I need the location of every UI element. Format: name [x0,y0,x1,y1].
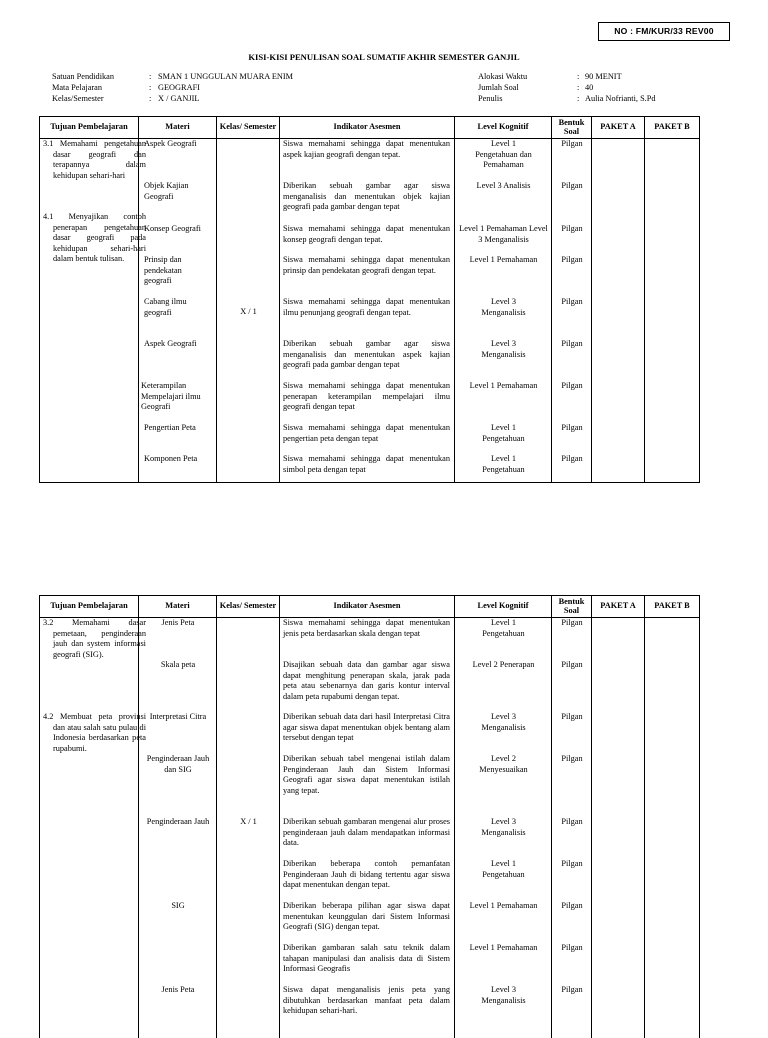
meta-label: Penulis [478,94,577,105]
level-item: Level 1 Pemahaman [469,943,538,954]
header-paket-b: PAKET B [645,117,700,139]
bentuk-item: Pilgan [552,181,592,192]
tujuan-item: 4.2 Membuat peta provinsi dan atau salah satu pulau di Indonesia berdasarkan peta rupabumi. [43,712,146,754]
indikator-item: Diberikan sebuah data dari hasil Interpretasi Citra agar siswa dapat menentukan objek bentang alam tersebut dengan tepat [283,712,450,744]
table-kisi-kisi-2 [39,595,700,1038]
document-number: NO : FM/KUR/33 REV00 [598,22,730,41]
meta-separator: : [149,94,158,105]
meta-label: Jumlah Soal [478,83,577,94]
bentuk-item: Pilgan [552,943,592,954]
meta-value: 40 [585,83,593,94]
indikator-item: Diberikan beberapa contoh pemanfatan Penginderaan Jauh di bidang tertentu agar siswa dapat menentukan dengan tepat. [283,859,450,891]
kelas-cell [217,139,280,483]
meta-separator: : [149,72,158,83]
indikator-item: Siswa memahami sehingga dapat menentukan jenis peta berdasarkan skala dengan tepat [283,618,450,639]
indikator-item: Diberikan sebuah tabel mengenai istilah dalam Penginderaan Jauh dan Sistem Informasi Geografi agar siswa dapat menentukan istilah yang tepat. [283,754,450,796]
materi-item: Aspek Geografi [144,339,216,350]
tujuan-cell [40,618,139,1038]
level-item: Level 1 Pemahaman [469,381,538,392]
bentuk-cell [552,139,592,483]
indikator-item: Siswa memahami sehingga dapat menentukan penerapan keterampilan mempelajari ilmu geografi dengan tepat [283,381,450,413]
header-materi: Materi [139,117,217,139]
materi-item: Penginderaan Jauh [143,817,213,828]
materi-item: Jenis Peta [139,618,217,629]
kelas-value: X / 1 [217,307,280,318]
bentuk-item: Pilgan [552,381,592,392]
table-kisi-kisi-1 [39,116,700,483]
materi-item: SIG [139,901,217,912]
materi-item: Prinsip dan pendekatan geografi [144,255,208,287]
bentuk-item: Pilgan [552,255,592,266]
level-item: Level 1 Pemahaman [469,901,538,912]
level-item: Level 3 Menganalisis [469,985,538,1006]
meta-separator: : [577,83,585,94]
tujuan-item: 3.1 Memahami pengetahuan dasar geografi dan terapannya dalam kehidupan sehari-hari [43,139,146,181]
level-item: Level 3 Menganalisis [469,712,538,733]
level-item: Level 1 Pemahaman Level 3 Menganalisis [457,224,550,245]
header-level: Level Kognitif [455,117,552,139]
indikator-item: Diberikan gambaran salah satu teknik dalam tahapan manipulasi dan analisis data di Sistem Informasi Geografis [283,943,450,975]
bentuk-cell [552,618,592,1038]
bentuk-item: Pilgan [552,901,592,912]
meta-value: 90 MENIT [585,72,622,83]
materi-cell [139,618,217,1038]
bentuk-item: Pilgan [552,297,592,308]
materi-item: Interpretasi Citra [139,712,217,723]
bentuk-item: Pilgan [552,859,592,870]
kelas-cell [217,618,280,1038]
tujuan-item: 4.1 Menyajikan contoh penerapan pengetahuan dasar geografi pada kehidupan sehari-hari dalam bentuk tulisan. [43,212,146,265]
bentuk-item: Pilgan [552,454,592,465]
materi-item: Pengertian Peta [144,423,216,434]
level-item: Level 3 Menganalisis [469,297,538,318]
level-item: Level 1 Pemahaman [469,255,538,266]
materi-item: Jenis Peta [139,985,217,996]
level-item: Level 1 Pengetahuan dan Pemahaman [469,139,538,171]
materi-item: Keterampilan Mempelajari ilmu Geografi [141,381,216,413]
bentuk-item: Pilgan [552,660,592,671]
materi-item: Aspek Geografi [144,139,216,150]
level-item: Level 1 Pengetahuan [469,423,538,444]
indikator-item: Siswa memahami sehingga dapat menentukan pengertian peta dengan tepat [283,423,450,444]
indikator-item: Diberikan sebuah gambaran mengenai alur proses penginderaan jauh dalam mendapatkan informasi data. [283,817,450,849]
table-body-row [40,139,700,483]
header-tujuan: Tujuan Pembelajaran [40,596,139,618]
header-paket-a: PAKET A [592,596,645,618]
header-indikator: Indikator Asesmen [280,596,455,618]
header-paket-b: PAKET B [645,596,700,618]
paket-a-cell [592,618,645,1038]
kelas-value: X / 1 [217,817,280,828]
materi-item: Penginderaan Jauh dan SIG [143,754,213,775]
indikator-item: Disajikan sebuah data dan gambar agar siswa dapat menghitung penerapan skala, jarak pada peta atau sebenarnya dan garis kontur interval dalam peta rupabumi dengan tepat. [283,660,450,702]
meta-label: Alokasi Waktu [478,72,577,83]
level-item: Level 3 Menganalisis [469,339,538,360]
meta-separator: : [149,83,158,94]
header-materi: Materi [139,596,217,618]
materi-item: Cabang ilmu geografi [144,297,208,318]
indikator-item: Siswa memahami sehingga dapat menentukan konsep geografi dengan tepat. [283,224,450,245]
materi-item: Konsep Geografi [144,224,216,235]
meta-label: Satuan Pendidikan [52,72,149,83]
indikator-item: Siswa memahami sehingga dapat menentukan simbol peta dengan tepat [283,454,450,475]
meta-value: Aulia Nofrianti, S.Pd [585,94,656,105]
header-indikator: Indikator Asesmen [280,117,455,139]
tujuan-item: 3.2 Memahami dasar pemetaan, penginderaan jauh dan system informasi geografi (SIG). [43,618,146,660]
bentuk-item: Pilgan [552,423,592,434]
indikator-cell [280,139,455,483]
materi-cell [139,139,217,483]
indikator-item: Diberikan sebuah gambar agar siswa menganalisis dan menentukan objek kajian geografi pada gambar dengan tepat [283,181,450,213]
indikator-item: Diberikan beberapa pilihan agar siswa dapat menentukan keunggulan dari Sistem Informasi Geografi (SIG) dengan tepat. [283,901,450,933]
level-item: Level 3 Analisis [469,181,538,192]
indikator-item: Siswa memahami sehingga dapat menentukan ilmu penunjang geografi dengan tepat. [283,297,450,318]
table-body-row [40,618,700,1038]
header-paket-a: PAKET A [592,117,645,139]
level-cell [455,139,552,483]
level-item: Level 2 Penerapan [469,660,538,671]
header-bentuk: Bentuk Soal [552,596,592,618]
level-item: Level 2 Menyesuaikan [469,754,538,775]
indikator-item: Diberikan sebuah gambar agar siswa menganalisis dan menentukan aspek kajian geografi pada gambar dengan tepat [283,339,450,371]
paket-b-cell [645,618,700,1038]
meta-separator: : [577,72,585,83]
bentuk-item: Pilgan [552,817,592,828]
level-item: Level 1 Pengetahuan [469,618,538,639]
bentuk-item: Pilgan [552,985,592,996]
indikator-item: Siswa dapat menganalisis jenis peta yang dibutuhkan berdasarkan manfaat peta dalam kehidupan sehari-hari. [283,985,450,1017]
meta-label: Mata Pelajaran [52,83,149,94]
materi-item: Skala peta [139,660,217,671]
level-cell [455,618,552,1038]
header-kelas: Kelas/ Semester [217,596,280,618]
meta-value: GEOGRAFI [158,83,200,94]
bentuk-item: Pilgan [552,139,592,150]
bentuk-item: Pilgan [552,224,592,235]
bentuk-item: Pilgan [552,339,592,350]
meta-separator: : [577,94,585,105]
meta-value: SMAN 1 UNGGULAN MUARA ENIM [158,72,293,83]
meta-right [478,72,656,104]
level-item: Level 1 Pengetahuan [469,454,538,475]
paket-a-cell [592,139,645,483]
indikator-item: Siswa memahami sehingga dapat menentukan prinsip dan pendekatan geografi dengan tepat. [283,255,450,276]
paket-b-cell [645,139,700,483]
meta-left [52,72,293,104]
indikator-cell [280,618,455,1038]
document-title: KISI-KISI PENULISAN SOAL SUMATIF AKHIR SEMESTER GANJIL [0,52,768,63]
header-bentuk: Bentuk Soal [552,117,592,139]
tujuan-cell [40,139,139,483]
table-header-row [40,596,700,618]
header-kelas: Kelas/ Semester [217,117,280,139]
meta-value: X / GANJIL [158,94,199,105]
materi-item: Komponen Peta [144,454,216,465]
level-item: Level 1 Pengetahuan [469,859,538,880]
indikator-item: Siswa memahami sehingga dapat menentukan aspek kajian geografi dengan tepat. [283,139,450,160]
table-header-row [40,117,700,139]
materi-item: Objek Kajian Geografi [144,181,216,202]
header-tujuan: Tujuan Pembelajaran [40,117,139,139]
bentuk-item: Pilgan [552,712,592,723]
bentuk-item: Pilgan [552,618,592,629]
level-item: Level 3 Menganalisis [469,817,538,838]
bentuk-item: Pilgan [552,754,592,765]
header-level: Level Kognitif [455,596,552,618]
meta-label: Kelas/Semester [52,94,149,105]
